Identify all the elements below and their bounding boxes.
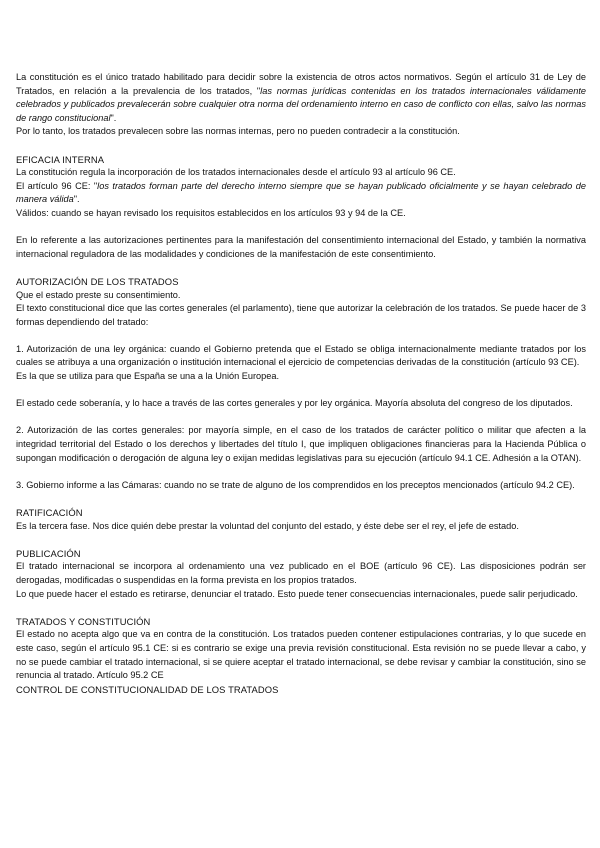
heading-ratificacion: RATIFICACIÓN <box>16 507 83 518</box>
autorizacion-paragraph-2: El texto constitucional dice que las cortes generales (el parlamento), tiene que autorizar la celebración de los tratados. Se puede hacer de 3 formas dependiendo del tratado: <box>16 303 586 327</box>
tratados-constitucion-paragraph: El estado no acepta algo que va en contra de la constitución. Los tratados pueden contener estipulaciones contrarias, y lo que sucede en este caso, según el artículo 95.1 CE: si es contrario se exige una previa revisión constitucional. Esta revisión no se puede llevar a cabo, y no se puede cambiar el tratado internacional, si se quiere aceptar el tratado internacional, se debe revisar y cambiar la constitución, sino se renuncia al tratado. Artículo 95.2 CE <box>16 629 586 681</box>
autorizacion-item-1-note: Es la que se utiliza para que España se una a la Unión Europea. <box>16 371 280 382</box>
intro-quote: las normas jurídicas contenidas en los tratados internacionales válidamente celebrados y publicados prevalecerán sobre cualquier otra norma del ordenamiento interno en caso de conflicto con ellas, salvo las normas de rango constitucional <box>16 85 586 123</box>
heading-publicacion: PUBLICACIÓN <box>16 547 81 559</box>
heading-eficacia-interna: EFICACIA INTERNA <box>16 153 105 165</box>
autorizacion-item-1: 1. Autorización de una ley orgánica: cuando el Gobierno pretenda que el Estado se obliga internacionalmente mediante tratados por los cuales se atribuya a una organización o institución internacional el ejercicio de competencias derivadas de la constitución (artículo 93 CE). <box>16 343 586 368</box>
publicacion-paragraph-2: Lo que puede hacer el estado es retirarse, denunciar el tratado. Esto puede tener consecuencias internacionales, puede salir perjudicado. <box>16 588 578 599</box>
intro-text-end: ". <box>110 112 117 123</box>
intro-paragraph <box>16 71 586 125</box>
eficacia-paragraph-4: En lo referente a las autorizaciones pertinentes para la manifestación del consentimiento internacional del Estado, y también la normativa internacional reguladora de las modalidades y condiciones de la manifestación de este consentimiento. <box>16 235 586 259</box>
eficacia-quote: los tratados forman parte del derecho interno siempre que se hayan publicado oficialmente y se hayan celebrado de manera válida <box>16 180 586 205</box>
heading-tratados-constitucion: TRATADOS Y CONSTITUCIÓN <box>16 615 151 627</box>
autorizacion-paragraph-1: Que el estado preste su consentimiento. <box>16 289 181 300</box>
publicacion-paragraph-1: El tratado internacional se incorpora al ordenamiento una vez publicado en el BOE (artículo 96 CE). Las disposiciones podrán ser derogadas, modificadas o suspendidas en la forma prevista en los propios tratados. <box>16 561 586 585</box>
ratificacion-paragraph: Es la tercera fase. Nos dice quién debe prestar la voluntad del conjunto del estado, y éste debe ser el rey, el jefe de estado. <box>16 520 519 531</box>
heading-autorizacion: AUTORIZACIÓN DE LOS TRATADOS <box>16 275 179 287</box>
heading-control-constitucionalidad: CONTROL DE CONSTITUCIONALIDAD DE LOS TRATADOS <box>16 683 279 695</box>
autorizacion-item-1-paragraph: El estado cede soberanía, y lo hace a través de las cortes generales y por ley orgánica. Mayoría absoluta del congreso de los diputados. <box>16 398 573 409</box>
intro-text: La constitución es el único tratado habilitado para decidir sobre la existencia de otros actos normativos. Según el artículo 31 de Ley de Tratados, en relación a la prevalencia de los tratados, " <box>16 72 586 96</box>
document-page <box>16 71 586 696</box>
intro-conclusion: Por lo tanto, los tratados prevalecen sobre las normas internas, pero no pueden contradecir a la constitución. <box>16 126 460 137</box>
autorizacion-item-3: 3. Gobierno informe a las Cámaras: cuando no se trate de alguno de los comprendidos en los preceptos mencionados (artículo 94.2 CE). <box>16 479 575 490</box>
autorizacion-item-2: 2. Autorización de las cortes generales: por mayoría simple, en el caso de los tratados de carácter político o militar que afecten a la integridad territorial del Estado o los derechos y libertades del título I, que impliquen obligaciones financieras para la Hacienda Pública o supongan modificación o derogación de alguna ley o exijan medidas legislativas para su ejecución (artículo 94.1 CE. Adhesión a la OTAN). <box>16 425 586 463</box>
eficacia-text-end: ". <box>73 194 80 205</box>
eficacia-paragraph-3: Válidos: cuando se hayan revisado los requisitos establecidos en los artículos 93 y 94 de la CE. <box>16 207 406 218</box>
eficacia-paragraph-2 <box>16 180 586 207</box>
eficacia-text: El artículo 96 CE: " <box>16 180 98 191</box>
eficacia-paragraph-1: La constitución regula la incorporación de los tratados internacionales desde el artículo 93 al artículo 96 CE. <box>16 167 456 178</box>
